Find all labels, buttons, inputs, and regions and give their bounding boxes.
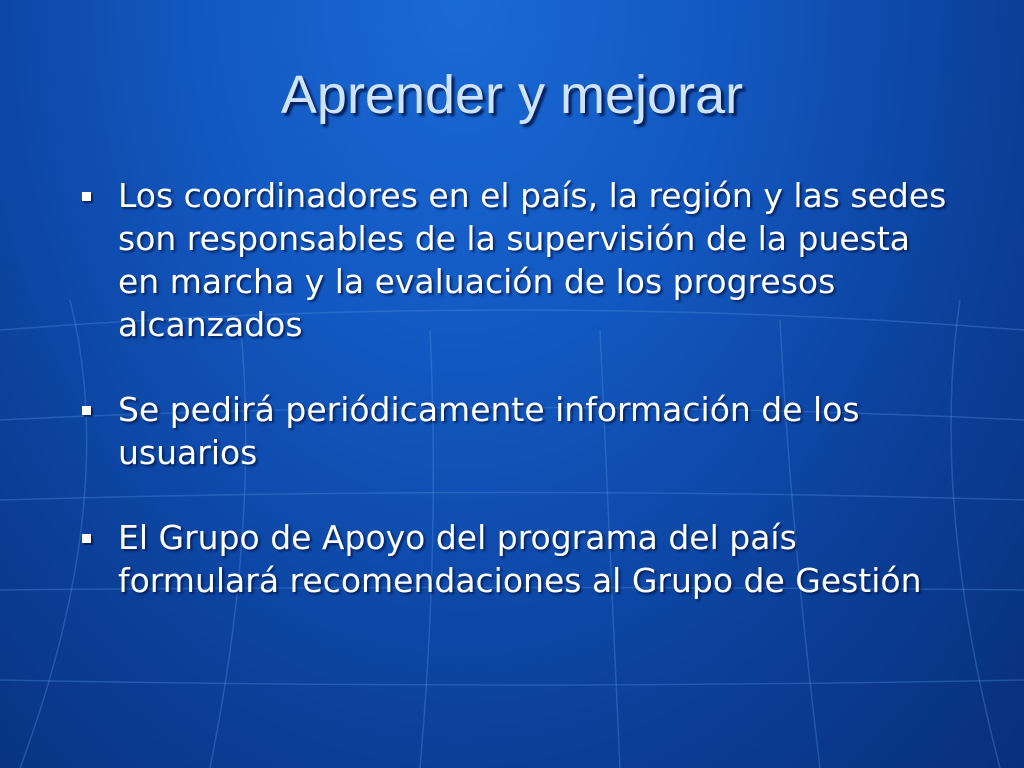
bullet-text: Los coordinadores en el país, la región y las sedes son responsables de la supervisión de la puesta en marcha y la evaluación de los progresos alcanzados — [118, 176, 947, 344]
bullet-text: Se pedirá periódicamente información de los usuarios — [118, 390, 860, 472]
bullet-item — [78, 174, 958, 346]
bullet-list — [78, 174, 958, 644]
square-bullet-icon — [82, 406, 91, 415]
bullet-text: El Grupo de Apoyo del programa del país formulará recomendaciones al Grupo de Gestión — [118, 518, 922, 600]
square-bullet-icon — [82, 192, 91, 201]
square-bullet-icon — [82, 534, 91, 543]
bullet-item — [78, 516, 958, 602]
bullet-item — [78, 388, 958, 474]
slide-title: Aprender y mejorar — [280, 65, 744, 125]
